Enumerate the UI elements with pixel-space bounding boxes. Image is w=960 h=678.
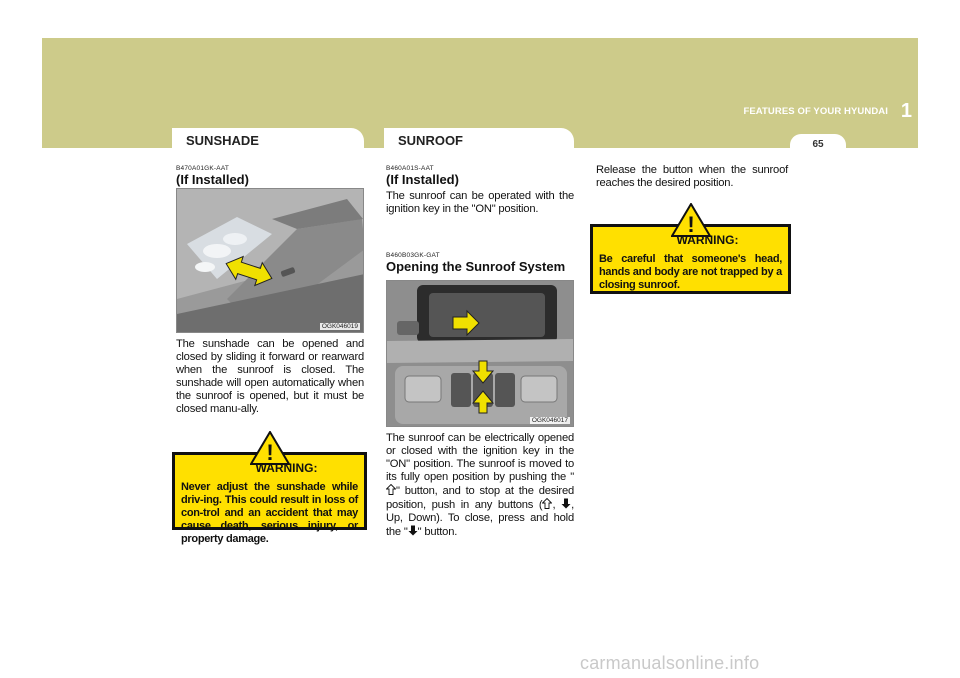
page-number: 65 [812,139,824,150]
sunroof-body-2-part-d: , Up, Down). To close, press and hold the " [386,499,574,538]
warning-triangle-icon [250,431,290,465]
sunroof-warning-title: WARNING: [676,233,739,247]
up-arrow-outline-icon [386,484,396,495]
svg-text:!: ! [686,212,695,237]
section-tab-sunroof: SUNROOF [384,128,574,154]
right-column-body: Release the button when the sunroof reaches the desired position. [596,164,788,189]
chapter-title: FEATURES OF YOUR HYUNDAI [743,106,888,117]
sunroof-code-2: B460B03GK-GAT [386,252,440,259]
sunshade-warning-text: Never adjust the sunshade while driv-ing. This could result in loss of con-trol and an accident that may cause death, serious injury, or property damage. [181,481,358,545]
watermark: carmanualsonline.info [580,653,760,673]
warning-triangle-icon [671,203,711,237]
sunroof-warning-box [590,212,791,294]
sunshade-warning-title: WARNING: [255,461,318,475]
sunshade-subheading: (If Installed) [176,172,249,187]
sunshade-illustration [177,189,364,333]
sunroof-body-2-part-e: " button. [417,526,458,538]
sunshade-code: B470A01GK-AAT [176,165,230,172]
section-tab-sunshade: SUNSHADE [172,128,364,154]
sunshade-body: The sunshade can be opened and closed by sliding it forward or rearward when the sunroof is closed. The sunshade will open automatically when the sunroof is opened, but it must be closed manu-ally. [176,338,364,415]
down-arrow-solid-icon [561,498,571,509]
sunroof-body-2-part-b: " button, and to stop at the desired position, push in any buttons ( [386,485,574,511]
sunroof-subheading-2: Opening the Sunroof System [386,259,566,274]
sunroof-body-2-part-a: The sunroof can be electrically opened or closed with the ignition key in the "ON" position. The sunroof is moved to its fully open position by pushing the " [386,432,574,483]
svg-text:!: ! [265,440,274,465]
sunroof-console-illustration [387,281,574,427]
sunroof-subheading-1: (If Installed) [386,172,459,187]
sunroof-body-2-part-c: , [552,499,562,511]
up-arrow-outline-icon [542,498,552,509]
sunroof-photo [386,280,574,427]
chapter-number: 1 [900,100,912,122]
sunroof-code-1: B460A01S-AAT [386,165,434,172]
sunroof-photo-code: OGK046017 [531,417,568,424]
sunshade-photo [176,188,364,333]
sunroof-warning-text: Be careful that someone's head, hands and body are not trapped by a closing sunroof. [599,253,782,291]
sunroof-body-1: The sunroof can be operated with the ignition key in the "ON" position. [386,190,574,215]
down-arrow-solid-icon [408,525,418,536]
sunshade-warning-box [172,440,367,545]
sunroof-body-2 [386,432,574,539]
sunshade-photo-code: OGK046019 [321,323,358,330]
